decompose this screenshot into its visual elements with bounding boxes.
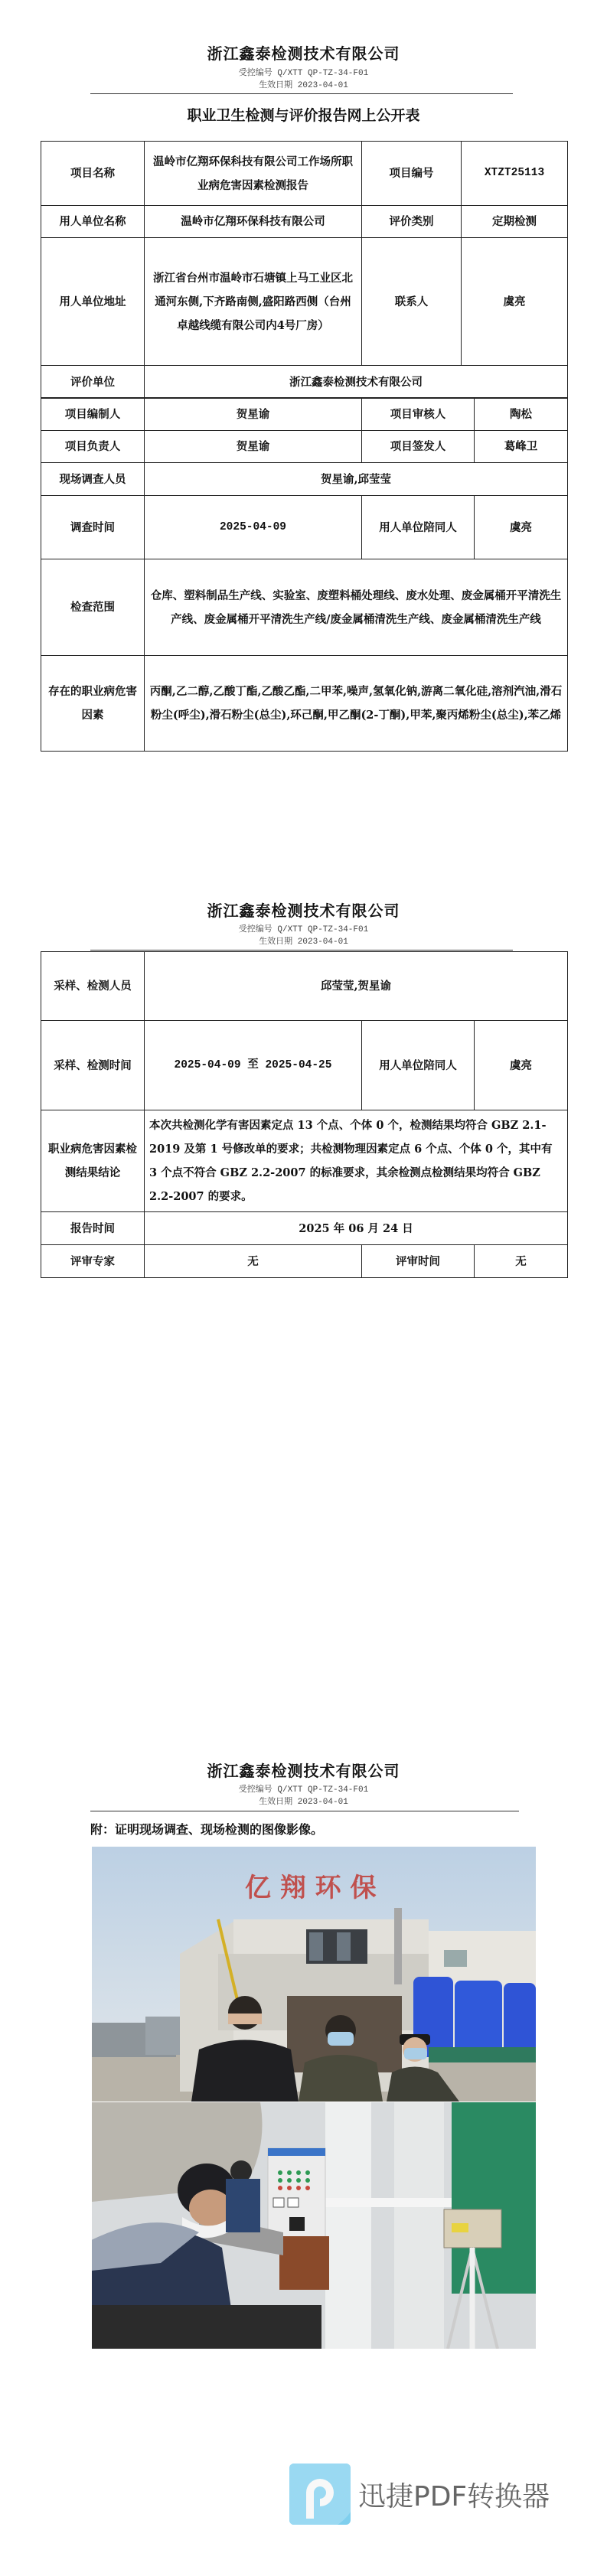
site-testing-image	[92, 2102, 536, 2349]
value-review-time: 无	[475, 1245, 568, 1278]
row-compiler	[41, 398, 568, 431]
company-name-page3: 浙江鑫泰检测技术有限公司	[207, 1762, 400, 1780]
value-hazards: 丙酮,乙二醇,乙酸丁酯,乙酸乙酯,二甲苯,噪声,氢氧化钠,游离二氧化硅,溶剂汽油,滑石粉尘(呼尘),滑石粉尘(总尘),环己酮,甲乙酮(2-丁酮),甲苯,聚丙烯粉尘(总尘),苯乙烯	[145, 656, 568, 752]
label-employer-name: 用人单位名称	[41, 206, 145, 238]
disclosure-table-page2	[41, 951, 568, 1278]
value-issuer: 葛峰卫	[475, 431, 568, 463]
label-hazards: 存在的职业病危害因素	[41, 656, 145, 752]
row-samplers	[41, 952, 568, 1021]
label-survey-time: 调查时间	[41, 496, 145, 559]
value-samplers: 邱莹莹,贺星谕	[145, 952, 568, 1021]
row-evaluation-unit	[41, 366, 568, 399]
value-compiler: 贺星谕	[145, 398, 362, 431]
control-number: 受控编号 Q/XTT QP-TZ-34-F01	[238, 69, 369, 78]
value-accompanying-person-p2: 虞亮	[475, 1021, 568, 1110]
control-number-page3: 受控编号 Q/XTT QP-TZ-34-F01	[238, 1785, 369, 1795]
label-reviewer: 项目审核人	[362, 398, 475, 431]
value-scope: 仓库、塑料制品生产线、实验室、废塑料桶处理线、废水处理、废金属桶开平清洗生产线、废金属桶开平清洗生产线/废金属桶清洗生产线、废金属桶清洗生产线	[145, 559, 568, 656]
report-title: 职业卫生检测与评价报告网上公开表	[187, 107, 420, 124]
pdf-converter-logo-icon	[289, 2464, 351, 2525]
watermark	[289, 2464, 550, 2525]
value-reviewer: 陶松	[475, 398, 568, 431]
row-report-time	[41, 1212, 568, 1245]
company-name-page2: 浙江鑫泰检测技术有限公司	[207, 902, 400, 920]
label-accompanying-person-p2: 用人单位陪同人	[362, 1021, 475, 1110]
label-report-time: 报告时间	[41, 1212, 145, 1245]
site-survey-image	[92, 1847, 536, 2102]
watermark-text: 迅捷PDF转换器	[358, 2480, 550, 2512]
disclosure-table-page1	[41, 141, 568, 399]
company-name: 浙江鑫泰检测技术有限公司	[207, 44, 400, 63]
label-issuer: 项目签发人	[362, 431, 475, 463]
row-project-name	[41, 142, 568, 206]
row-review	[41, 1245, 568, 1278]
site-survey-photo	[92, 1847, 536, 2102]
label-employer-address: 用人单位地址	[41, 238, 145, 366]
label-project-number: 项目编号	[362, 142, 462, 206]
sign-text: 亿 翔 环 保	[245, 1873, 377, 1903]
row-conclusion	[41, 1110, 568, 1212]
row-hazards	[41, 656, 568, 752]
label-compiler: 项目编制人	[41, 398, 145, 431]
value-review-expert: 无	[145, 1245, 362, 1278]
value-evaluation-type: 定期检测	[462, 206, 568, 238]
value-project-name: 温岭市亿翔环保科技有限公司工作场所职业病危害因素检测报告	[145, 142, 362, 206]
header-rule	[90, 93, 513, 94]
row-sampling-time	[41, 1021, 568, 1110]
value-evaluation-unit: 浙江鑫泰检测技术有限公司	[145, 366, 568, 399]
value-conclusion: 本次共检测化学有害因素定点 13 个点、个体 0 个，检测结果均符合 GBZ 2.1-2019 及第 1 号修改单的要求；共检测物理因素定点 6 个点、个体 0 个，其中有 3 个点不符合 GBZ 2.2-2007 的标准要求，其余检测点检测结果均符合 GBZ 2.2-2007 的要求。	[145, 1110, 568, 1212]
label-accompanying-person: 用人单位陪同人	[362, 496, 475, 559]
value-survey-time: 2025-04-09	[145, 496, 362, 559]
value-employer-name: 温岭市亿翔环保科技有限公司	[145, 206, 362, 238]
row-employer-address	[41, 238, 568, 366]
value-sampling-time: 2025-04-09 至 2025-04-25	[145, 1021, 362, 1110]
site-testing-photo	[92, 2102, 536, 2349]
label-review-expert: 评审专家	[41, 1245, 145, 1278]
control-number-page2: 受控编号 Q/XTT QP-TZ-34-F01	[238, 925, 369, 934]
photo-caption: 附：证明现场调查、现场检测的图像影像。	[90, 1822, 324, 1837]
label-contact: 联系人	[362, 238, 462, 366]
value-project-number: XTZT25113	[462, 142, 568, 206]
row-surveyors	[41, 463, 568, 496]
label-conclusion: 职业病危害因素检测结果结论	[41, 1110, 145, 1212]
label-evaluation-type: 评价类别	[362, 206, 462, 238]
label-samplers: 采样、检测人员	[41, 952, 145, 1021]
label-scope: 检查范围	[41, 559, 145, 656]
row-leader	[41, 431, 568, 463]
label-project-name: 项目名称	[41, 142, 145, 206]
value-surveyors: 贺星谕,邱莹莹	[145, 463, 568, 496]
label-evaluation-unit: 评价单位	[41, 366, 145, 399]
label-leader: 项目负责人	[41, 431, 145, 463]
disclosure-table-page1-lower	[41, 397, 568, 752]
row-scope	[41, 559, 568, 656]
value-contact: 虞亮	[462, 238, 568, 366]
label-sampling-time: 采样、检测时间	[41, 1021, 145, 1110]
value-accompanying-person: 虞亮	[475, 496, 568, 559]
value-employer-address: 浙江省台州市温岭市石塘镇上马工业区北通河东侧,下齐路南侧,盛阳路西侧（台州卓越线缆有限公司内4号厂房）	[145, 238, 362, 366]
row-survey-time	[41, 496, 568, 559]
value-report-time: 2025 年 06 月 24 日	[145, 1212, 568, 1245]
header-rule-page2	[90, 950, 513, 951]
value-leader: 贺星谕	[145, 431, 362, 463]
label-surveyors: 现场调查人员	[41, 463, 145, 496]
effective-date-page3: 生效日期 2023-04-01	[259, 1798, 348, 1807]
effective-date: 生效日期 2023-04-01	[259, 81, 348, 90]
row-employer-name	[41, 206, 568, 238]
effective-date-page2: 生效日期 2023-04-01	[259, 937, 348, 947]
label-review-time: 评审时间	[362, 1245, 475, 1278]
